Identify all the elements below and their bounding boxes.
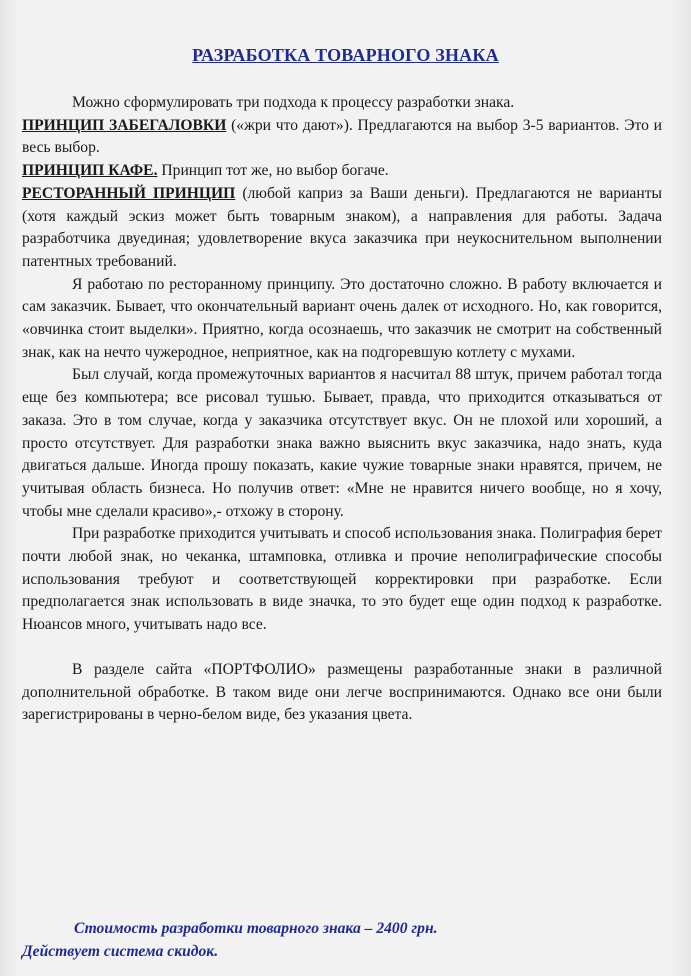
intro-paragraph: Можно сформулировать три подхода к процессу разработки знака. [72,94,515,111]
principle-kafe-text: Принцип тот же, но выбор богаче. [157,162,389,180]
principle-restaurant-text: (любой каприз за Ваши деньги). Предлагаются не варианты (хотя каждый эскиз может быть товарным знаком), а направления для работы. Задача разработчика двуединая; удовлетворение вкуса заказчика при неукоснительном выполнении патентных требований. [22,184,662,270]
principle-restaurant-term: РЕСТОРАННЫЙ ПРИНЦИП [22,184,236,202]
paragraph-spacer [22,637,662,659]
principle-zabegalovki-text: («жри что дают»). Предлагаются на выбор 3-5 вариантов. Это и весь выбор. [22,116,662,157]
principle-zabegalovki [22,115,662,160]
principle-kafe [22,160,662,183]
discount-line: Действует система скидок. [22,942,219,960]
body-paragraph: При разработке приходится учитывать и способ использования знака. Полиграфия берет почти любой знак, но чеканка, штамповка, отливка и прочие неполиграфические способы использования требуют и соответствующей корректировки при разработке. Если предполагается знак использовать в виде значка, то это будет еще один подход к разработке. Нюансов много, учитывать надо все. [22,525,662,634]
price-line: Стоимость разработки товарного знака – 2400 грн. [74,920,438,937]
portfolio-paragraph: В разделе сайта «ПОРТФОЛИО» размещены разработанные знаки в различной дополнительной обработке. В таком виде они легче воспринимаются. Однако все они были зарегистрированы в черно-белом виде, без указания цвета. [22,660,662,724]
principle-restaurant [22,183,662,274]
footer [22,918,662,963]
body-paragraph: Я работаю по ресторанному принципу. Это достаточно сложно. В работу включается и сам заказчик. Бывает, что окончательный вариант очень далек от исходного. Но, как говорится, «овчинка стоит выделки». Приятно, когда осознаешь, что заказчик не смотрит на собственный знак, как на нечто чужеродное, неприятное, как на подгоревшую котлету с мухами. [22,275,662,361]
principle-kafe-term: ПРИНЦИП КАФЕ. [22,162,158,180]
body-paragraph: Был случай, когда промежуточных вариантов я насчитал 88 штук, причем работал тогда еще без компьютера; все рисовал тушью. Бывает, правда, что приходится отказываться от заказа. Это в том случае, когда у заказчика отсутствует вкус. Он не плохой или хороший, а просто отсутствует. Для разработки знака важно выяснить вкус заказчика, надо знать, куда двигаться дальше. Иногда прошу показать, какие чужие товарные знаки нравятся, причем, не учитывая область бизнеса. Но получив ответ: «Мне не нравится ничего вообще, но я хочу, чтобы мне сделали красиво»,- отхожу в сторону. [22,366,662,520]
document-body [22,92,662,727]
document-title: РАЗРАБОТКА ТОВАРНОГО ЗНАКА [192,45,499,65]
principle-zabegalovki-term: ПРИНЦИП ЗАБЕГАЛОВКИ [22,116,227,134]
